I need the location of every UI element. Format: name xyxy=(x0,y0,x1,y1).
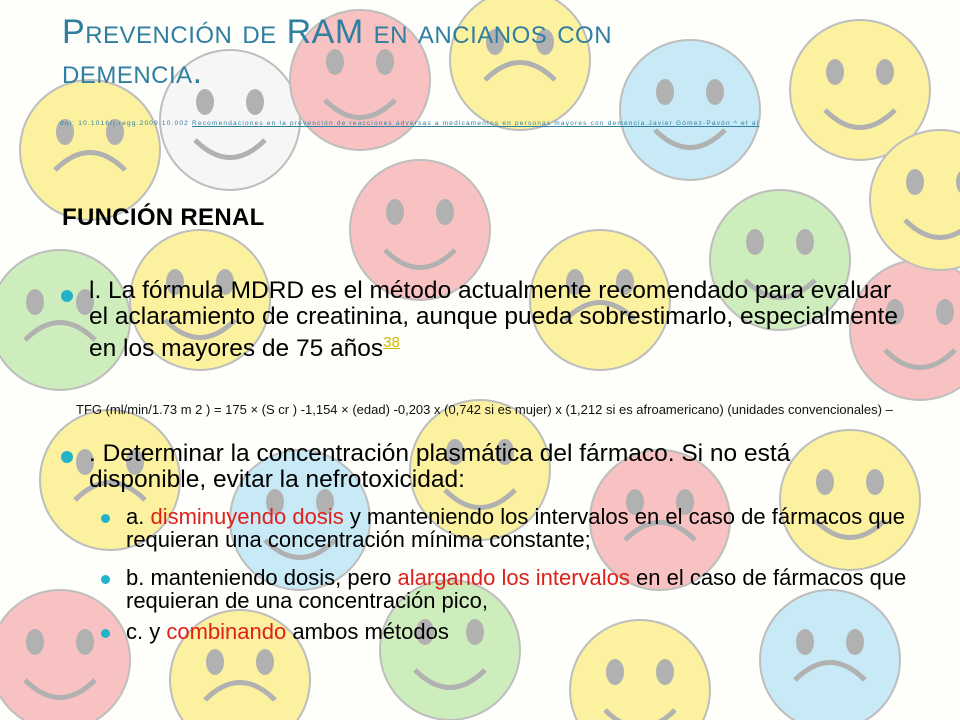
sub-bullet-a xyxy=(126,505,916,551)
bullet-1 xyxy=(89,278,909,362)
sub-bullet-a-pre: a. xyxy=(126,504,151,529)
bullet-2: . Determinar la concentración plasmática del fármaco. Si no está disponible, evitar la nefrotoxicidad: xyxy=(89,440,791,493)
reference-line xyxy=(60,120,940,127)
formula: TFG (ml/min/1.73 m 2 ) = 175 × (S cr ) -1,154 × (edad) -0,203 x (0,742 si es mujer) x (1,212 si es afroamericano) (unidades convencionales) – xyxy=(76,402,893,417)
footnote-link[interactable]: 38 xyxy=(383,334,400,351)
slide-title xyxy=(62,12,922,92)
sub-bullet-b xyxy=(126,566,916,612)
bullet-1-text: l. La fórmula MDRD es el método actualmente recomendado para evaluar el aclaramiento de creatinina, aunque pueda sobrestimarlo, especialmente en los mayores de 75 años xyxy=(89,277,898,363)
sub-bullet-b-pre: b. manteniendo dosis, pero xyxy=(126,565,398,590)
sub-bullet-dot-icon xyxy=(101,514,110,523)
sub-bullet-c xyxy=(126,620,916,643)
section-heading: FUNCIÓN RENAL xyxy=(62,204,265,231)
sub-bullet-b-post: en el caso de fármacos que requieran de una concentración pico, xyxy=(126,565,907,613)
sub-bullet-a-highlight: disminuyendo dosis xyxy=(150,504,344,529)
title-ram: RAM xyxy=(286,13,364,51)
title-initial: P xyxy=(62,13,86,51)
sub-bullet-c-pre: c. y xyxy=(126,619,167,644)
sub-bullet-a-post: y manteniendo los intervalos en el caso de fármacos que requieran una concentración mínima constante; xyxy=(126,504,906,552)
bullet-dot-icon xyxy=(61,290,73,302)
sub-bullet-c-post: ambos métodos xyxy=(286,619,449,644)
reference-doi: doi: 10.1016/j.regg.2009.10.002 xyxy=(60,120,189,127)
bullet-dot-icon xyxy=(61,451,73,463)
reference-link[interactable]: Recomendaciones en la prevención de reacciones adversas a medicamentos en personas mayores con demencia.Javier Gómez-Pavón ^ et al xyxy=(192,120,760,127)
sub-bullet-b-highlight: alargando los intervalos xyxy=(397,565,630,590)
sub-bullet-c-highlight: combinando xyxy=(166,619,287,644)
sub-bullet-dot-icon xyxy=(101,629,110,638)
title-word: revención de xyxy=(85,13,277,51)
sub-bullet-dot-icon xyxy=(101,575,110,584)
title-line2: demencia. xyxy=(62,53,203,91)
title-rest: en ancianos con xyxy=(373,13,613,51)
